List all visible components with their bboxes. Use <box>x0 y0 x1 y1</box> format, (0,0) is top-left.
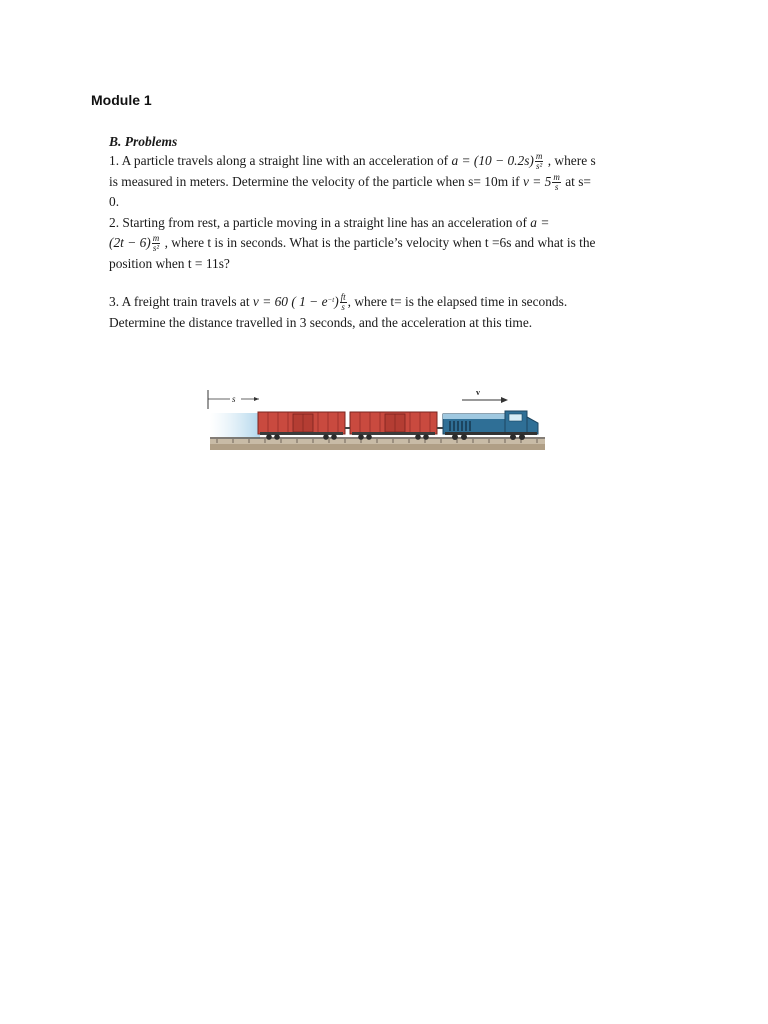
railroad-track <box>210 438 545 450</box>
section-heading: B. Problems <box>109 134 178 149</box>
problem-1-unit: $\frac{m}{\text{s²}}$ <box>535 151 543 172</box>
problem-3-line-1: 3. A freight train travels at v = 60 ( $1 - e^{-t}$) $\frac{ft}{s}$ , where t= is the elapsed time in seconds. <box>109 292 568 313</box>
problem-2-line-2: (2t − 6) $\frac{m}{\text{s²}}$ , where t is in seconds. What is the particle’s velocity when t =6s and what is the <box>109 233 596 254</box>
problem-2-line-3: position when t = 11s? <box>109 255 230 271</box>
locomotive <box>443 411 538 440</box>
v-label: v <box>476 388 480 397</box>
problem-3-velocity-formula: v = 60 ( 1 − e <box>252 294 328 309</box>
problems-section <box>109 133 649 333</box>
s-label: s <box>232 394 236 404</box>
s-dimension-arrow <box>208 390 259 409</box>
problem-2-formula: (2t − 6) <box>109 235 151 250</box>
problem-3-unit: $\frac{ft}{s}$ <box>340 292 346 313</box>
problem-1-acceleration-formula: a = (10 − 0.2s) <box>451 153 534 168</box>
problem-1-line-1: 1. A particle travels along a straight line with an acceleration of a = (10 − 0.2s) $\frac{m}{\text{s²}}$ , where s <box>109 151 596 172</box>
freight-train-figure <box>205 381 550 461</box>
v-arrow <box>462 388 508 403</box>
problem-1-velocity-unit: $\frac{m}{s}$ <box>553 171 560 192</box>
module-title: Module 1 <box>91 92 152 108</box>
motion-blur <box>210 413 260 439</box>
problem-2-formula-start: a = <box>530 214 550 230</box>
freight-car-1 <box>258 412 345 440</box>
problem-1-line-2: is measured in meters. Determine the velocity of the particle when s= 10m if v = 5 $\frac{m}{s}$ at s= <box>109 171 591 192</box>
problem-2-line-1: 2. Starting from rest, a particle moving in a straight line has an acceleration of a = <box>109 214 550 230</box>
problem-3-line-2: Determine the distance travelled in 3 seconds, and the acceleration at this time. <box>109 314 533 330</box>
problem-1-line-3: 0. <box>109 194 120 209</box>
freight-car-2 <box>350 412 437 440</box>
problem-1-velocity-formula: v = 5 <box>522 173 552 189</box>
problem-2-unit: $\frac{m}{\text{s²}}$ <box>152 233 160 254</box>
